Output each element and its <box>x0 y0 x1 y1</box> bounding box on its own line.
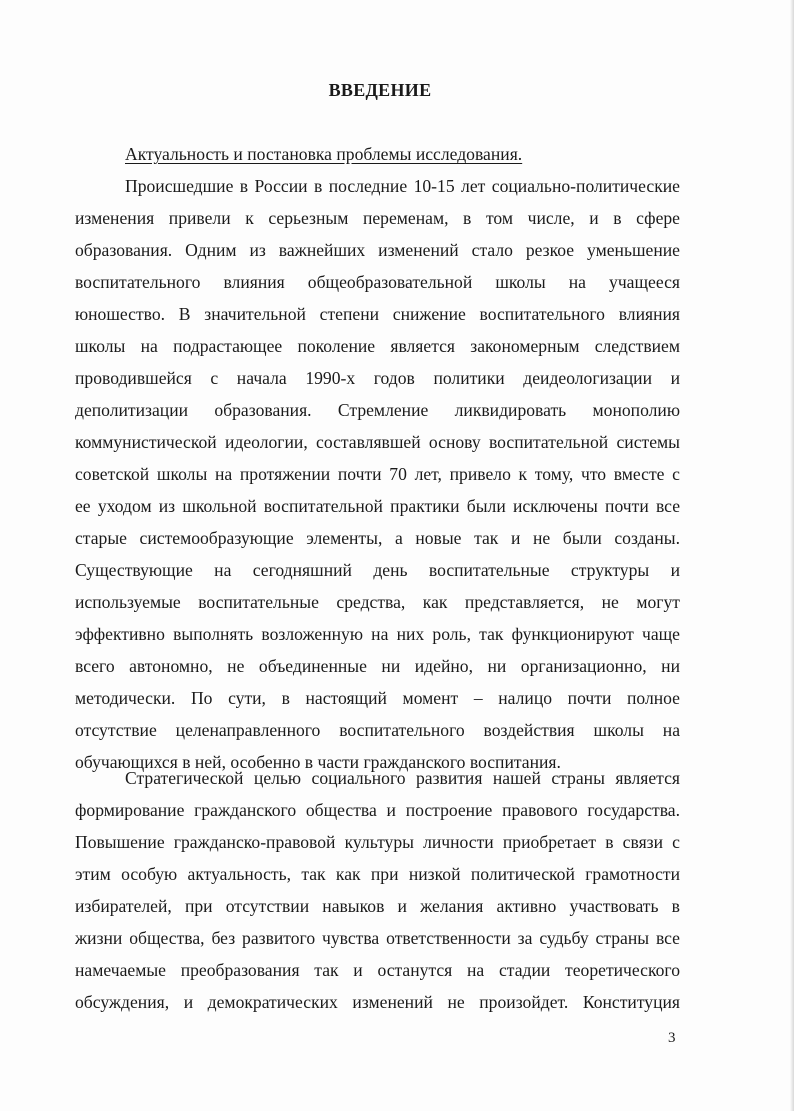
text-line: методически. По сути, в настоящий момент – налицо почти полное <box>75 688 680 708</box>
text-line: деполитизации образования. Стремление ликвидировать монополию <box>75 400 680 420</box>
text-line: ее уходом из школьной воспитательной практики были исключены почти все <box>75 496 680 516</box>
paragraph-2 <box>75 762 680 1018</box>
page-title: ВВЕДЕНИЕ <box>328 80 432 100</box>
text-line: проводившейся с начала 1990-х годов политики деидеологизации и <box>75 368 680 388</box>
text-line: юношество. В значительной степени снижение воспитательного влияния <box>75 304 680 324</box>
text-line: воспитательного влияния общеобразовательной школы на учащееся <box>75 272 680 292</box>
text-line: жизни общества, без развитого чувства ответственности за судьбу страны все <box>75 928 680 948</box>
text-line: отсутствие целенаправленного воспитательного воздействия школы на <box>75 720 680 740</box>
text-line: старые системообразующие элементы, а новые так и не были созданы. <box>75 528 680 548</box>
text-line: коммунистической идеологии, составлявшей основу воспитательной системы <box>75 432 680 452</box>
text-line: школы на подрастающее поколение является закономерным следствием <box>75 336 680 356</box>
text-line: используемые воспитательные средства, как представляется, не могут <box>75 592 680 612</box>
text-line: этим особую актуальность, так как при низкой политической грамотности <box>75 864 680 884</box>
text-line: обсуждения, и демократических изменений не произойдет. Конституция <box>75 992 680 1012</box>
text-line: советской школы на протяжении почти 70 лет, привело к тому, что вместе с <box>75 464 680 484</box>
text-line: Повышение гражданско-правовой культуры личности приобретает в связи с <box>75 832 680 852</box>
text-line: Стратегической целью социального развития нашей страны является <box>125 768 680 788</box>
text-line: избирателей, при отсутствии навыков и желания активно участвовать в <box>75 896 680 916</box>
text-line: всего автономно, не объединенные ни идейно, ни организационно, ни <box>75 656 680 676</box>
paragraph-1 <box>75 170 680 778</box>
text-line: образования. Одним из важнейших изменений стало резкое уменьшение <box>75 240 680 260</box>
text-line: изменения привели к серьезным переменам, в том числе, и в сфере <box>75 208 680 228</box>
text-line: эффективно выполнять возложенную на них роль, так функционируют чаще <box>75 624 680 644</box>
page-number: 3 <box>668 1030 676 1046</box>
scan-edge-shadow <box>790 0 794 1111</box>
text-line: обучающихся в ней, особенно в части гражданского воспитания. <box>75 752 561 772</box>
section-subtitle: Актуальность и постановка проблемы исследования. <box>125 144 523 164</box>
text-line: Происшедшие в России в последние 10-15 лет социально-политические <box>125 176 680 196</box>
text-line: намечаемые преобразования так и останутся на стадии теоретического <box>75 960 680 980</box>
text-line: формирование гражданского общества и построение правового государства. <box>75 800 680 820</box>
text-line: Существующие на сегодняшний день воспитательные структуры и <box>75 560 680 580</box>
